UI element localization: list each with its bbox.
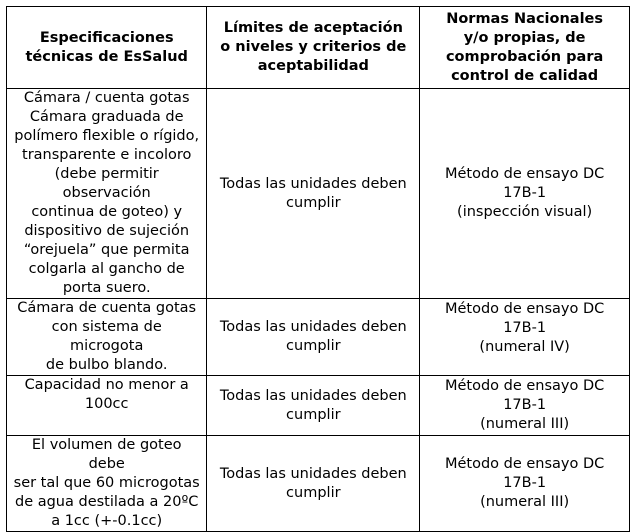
table-row (7, 89, 630, 299)
norm-cell (420, 299, 630, 376)
limit-text: Todas las unidades deben cumplir (219, 319, 407, 354)
table-row (7, 376, 630, 436)
header-acceptance-limits-text: Límites de aceptación o niveles y criterios de aceptabilidad (220, 20, 407, 74)
norm-cell (420, 89, 630, 299)
limit-cell (207, 299, 420, 376)
header-acceptance-limits (207, 7, 420, 89)
limit-cell (207, 89, 420, 299)
specifications-table (6, 6, 630, 532)
table-row (7, 299, 630, 376)
spec-text: Capacidad no menor a 100cc (24, 377, 189, 412)
header-specifications-text: Especificaciones técnicas de EsSalud (25, 29, 188, 65)
spec-text: Cámara / cuenta gotas Cámara graduada de polímero flexible o rígido, transparente e incoloro (debe permitir observación continua de goteo) y dispositivo de sujeción “orejuela” que permita colgarla al gancho de porta suero. (14, 90, 200, 296)
spec-cell (7, 436, 207, 532)
table-row (7, 436, 630, 532)
norm-text: Método de ensayo DC 17B-1 (numeral III) (444, 378, 605, 432)
header-national-standards-text: Normas Nacionales y/o propias, de comprobación para control de calidad (445, 10, 604, 84)
spec-text: Cámara de cuenta gotas con sistema de microgota de bulbo blando. (17, 300, 197, 373)
spec-cell (7, 89, 207, 299)
spec-text: El volumen de goteo debe ser tal que 60 microgotas de agua destilada a 20ºC a 1cc (+-0.1cc) (13, 437, 200, 529)
norm-cell (420, 376, 630, 436)
limit-text: Todas las unidades deben cumplir (219, 465, 407, 501)
norm-text: Método de ensayo DC 17B-1 (numeral IV) (444, 301, 605, 355)
table-header-row (7, 7, 630, 89)
norm-text: Método de ensayo DC 17B-1 (numeral III) (444, 456, 605, 510)
limit-text: Todas las unidades deben cumplir (219, 175, 407, 211)
limit-cell (207, 436, 420, 532)
limit-cell (207, 376, 420, 436)
spec-cell (7, 299, 207, 376)
norm-cell (420, 436, 630, 532)
header-national-standards (420, 7, 630, 89)
spec-cell (7, 376, 207, 436)
limit-text: Todas las unidades deben cumplir (219, 387, 407, 423)
header-specifications (7, 7, 207, 89)
norm-text: Método de ensayo DC 17B-1 (inspección visual) (444, 166, 605, 220)
